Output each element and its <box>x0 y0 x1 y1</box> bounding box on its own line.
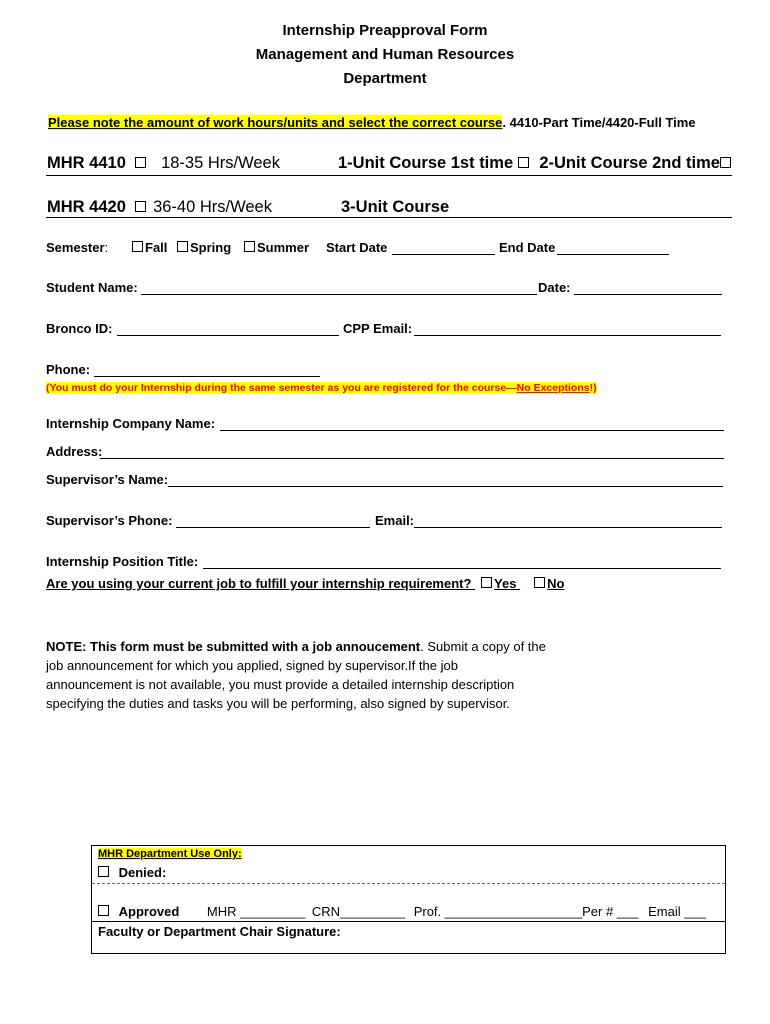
supervisor-phone-field[interactable] <box>176 527 370 528</box>
cpp-email-field[interactable] <box>414 335 721 336</box>
mhr4420-underline <box>46 217 732 218</box>
mhr4410-code: MHR 4410 <box>47 154 126 172</box>
unit-options-row <box>338 154 733 173</box>
approved-row: Approved MHR _________ CRN_________ Prof. ___________________Per # ___ Email ___ <box>98 904 706 919</box>
email-field[interactable]: Email ___ <box>648 904 706 919</box>
supervisor-phone-label: Supervisor’s Phone: <box>46 513 173 528</box>
cpp-email-label: CPP Email: <box>343 321 413 336</box>
semester-spring[interactable]: Spring <box>177 240 231 255</box>
company-label: Internship Company Name: <box>46 416 216 431</box>
bronco-id-field[interactable] <box>117 335 339 336</box>
start-date-field[interactable] <box>392 254 495 255</box>
mhr4420-row <box>47 198 272 217</box>
unit1-checkbox[interactable] <box>518 157 529 168</box>
note-bold: NOTE: This form must be submitted with a job annoucement <box>46 639 421 654</box>
fall-checkbox[interactable] <box>132 241 143 252</box>
form-subtitle: Management and Human Resources <box>255 46 515 63</box>
current-job-question: Are you using your current job to fulfill your internship requirement? Yes No <box>46 576 565 591</box>
position-label: Internship Position Title: <box>46 554 199 569</box>
position-field[interactable] <box>203 568 721 569</box>
phone-field[interactable] <box>94 376 320 377</box>
denied-row: Denied: <box>98 865 166 880</box>
notice-period: . <box>502 115 507 130</box>
mhr4420-code: MHR 4420 <box>47 198 126 216</box>
approved-checkbox[interactable] <box>98 905 109 916</box>
unit1-label: 1-Unit Course 1st time <box>338 154 514 172</box>
crn-field[interactable]: CRN_________ <box>311 904 406 919</box>
start-date-label: Start Date <box>326 240 388 255</box>
end-date-label: End Date <box>499 240 556 255</box>
note-body: . Submit a copy of the job announcement for which you applied, signed by supervisor.If the job announcement is not available, you must provide a detailed internship description specifying the duties and tasks you will be performing, also signed by supervisor. <box>46 639 546 711</box>
unit2-label: 2-Unit Course 2nd time <box>539 154 720 172</box>
approved-underline <box>92 921 725 922</box>
mhr4410-underline <box>46 175 732 176</box>
semester-warning: (You must do your Internship during the same semester as you are registered for the course—No Exceptions!) <box>46 382 597 394</box>
semester-label: Semester: <box>46 240 109 255</box>
student-name-label: Student Name: <box>46 280 138 295</box>
department-use-box <box>91 845 726 954</box>
dept-use-title: MHR Department Use Only: <box>98 848 242 860</box>
mhr4410-checkbox[interactable] <box>135 157 146 168</box>
current-job-yes[interactable]: Yes <box>481 576 516 591</box>
hours-notice <box>48 115 696 130</box>
supervisor-email-field[interactable] <box>414 527 722 528</box>
unit3-label: 3-Unit Course <box>341 198 450 216</box>
spring-checkbox[interactable] <box>177 241 188 252</box>
dept-box-divider <box>92 883 725 884</box>
mhr-field[interactable]: MHR _________ <box>206 904 306 919</box>
student-name-field[interactable] <box>141 294 537 295</box>
end-date-field[interactable] <box>557 254 669 255</box>
semester-fall[interactable]: Fall <box>132 240 167 255</box>
semester-summer[interactable]: Summer <box>244 240 309 255</box>
supervisor-name-field[interactable] <box>168 486 723 487</box>
mhr4410-row <box>47 154 280 173</box>
denied-checkbox[interactable] <box>98 866 109 877</box>
form-department: Department <box>343 70 427 87</box>
prof-field[interactable]: Prof. ___________________ <box>413 904 583 919</box>
bronco-id-label: Bronco ID: <box>46 321 113 336</box>
form-title: Internship Preapproval Form <box>282 22 488 39</box>
current-job-no[interactable]: No <box>534 576 564 591</box>
date-field[interactable] <box>574 294 722 295</box>
supervisor-name-label: Supervisor’s Name: <box>46 472 169 487</box>
company-field[interactable] <box>220 430 724 431</box>
no-checkbox[interactable] <box>534 577 545 588</box>
summer-checkbox[interactable] <box>244 241 255 252</box>
mhr4410-hours: 18-35 Hrs/Week <box>161 154 280 172</box>
supervisor-email-label: Email: <box>375 513 415 528</box>
unit2-checkbox[interactable] <box>720 157 731 168</box>
notice-highlight: Please note the amount of work hours/units and select the correct course <box>48 115 503 130</box>
signature-label: Faculty or Department Chair Signature: <box>98 924 341 939</box>
per-field[interactable]: Per # ___ <box>582 904 639 919</box>
job-announcement-note <box>46 637 546 713</box>
address-field[interactable] <box>100 458 724 459</box>
address-label: Address: <box>46 444 103 459</box>
phone-label: Phone: <box>46 362 91 377</box>
mhr4420-checkbox[interactable] <box>135 201 146 212</box>
yes-checkbox[interactable] <box>481 577 492 588</box>
notice-rest: 4410-Part Time/4420-Full Time <box>506 115 696 130</box>
mhr4420-hours: 36-40 Hrs/Week <box>153 198 272 216</box>
date-label: Date: <box>538 280 571 295</box>
